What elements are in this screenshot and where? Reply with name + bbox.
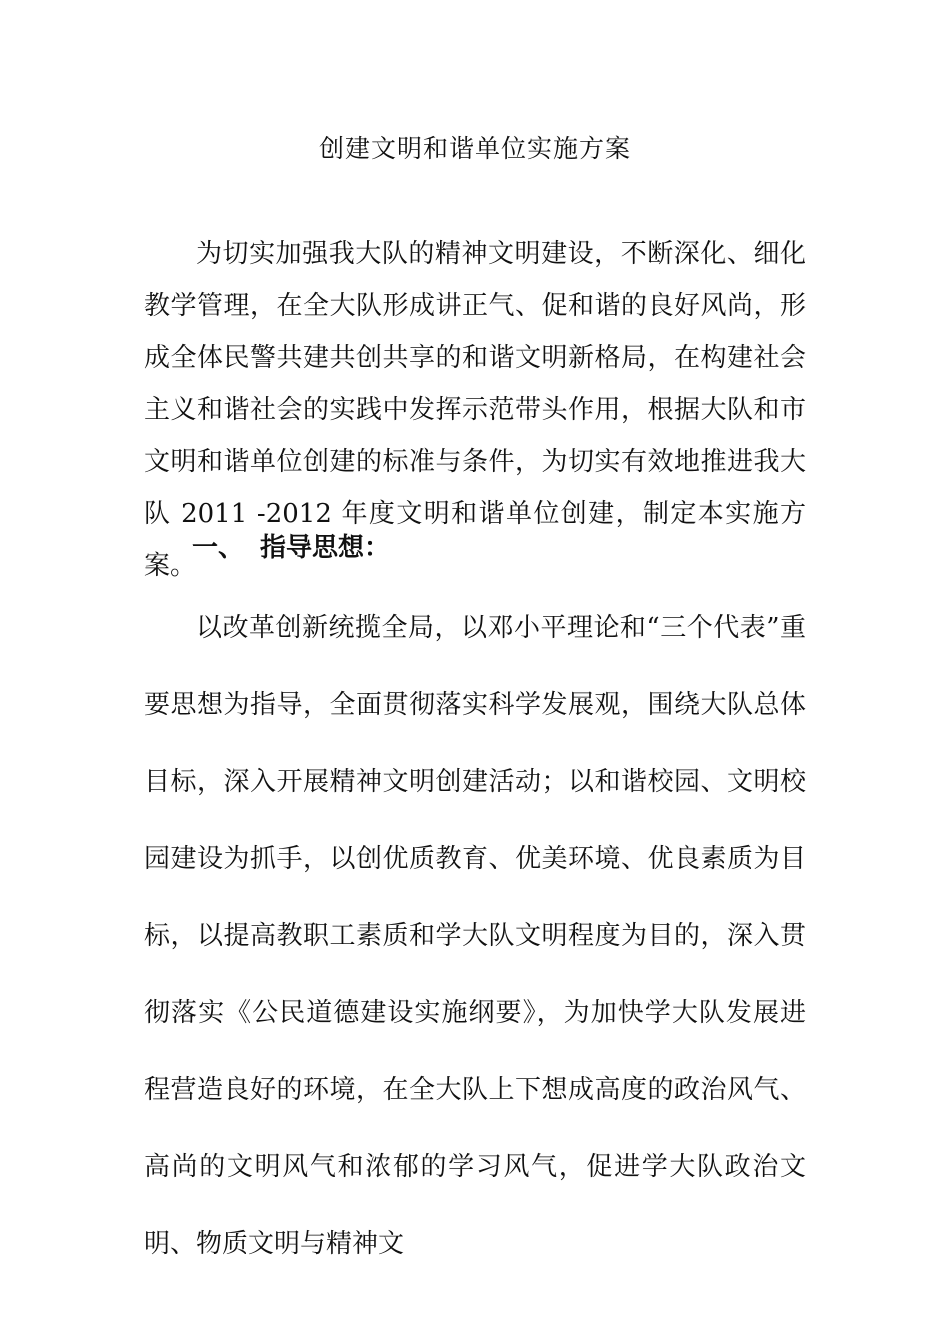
section-heading — [192, 528, 390, 568]
section-number: 一、 — [192, 533, 245, 563]
intro-paragraph: 为切实加强我大队的精神文明建设，不断深化、细化教学管理，在全大队形成讲正气、促和谐的良好风尚，形成全体民警共建共创共享的和谐文明新格局，在构建社会主义和谐社会的实践中发挥示范带头作用，根据大队和市文明和谐单位创建的标准与条件，为切实有效地推进我大队 2011 -2012 年度文明和谐单位创建，制定本实施方案。 — [144, 239, 806, 581]
guiding-ideology-paragraph: 以改革创新统揽全局，以邓小平理论和“三个代表”重要思想为指导，全面贯彻落实科学发展观，围绕大队总体目标，深入开展精神文明创建活动；以和谐校园、文明校园建设为抓手，以创优质教育、优美环境、优良素质为目标，以提高教职工素质和学大队文明程度为目的，深入贯彻落实《公民道德建设实施纲要》，为加快学大队发展进程营造良好的环境，在全大队上下想成高度的政治风气、高尚的文明风气和浓郁的学习风气，促进学大队政治文明、物质文明与精神文 — [144, 613, 806, 1259]
document-title: 创建文明和谐单位实施方案 — [318, 134, 631, 163]
section-heading-text: 指导思想： — [260, 533, 391, 563]
